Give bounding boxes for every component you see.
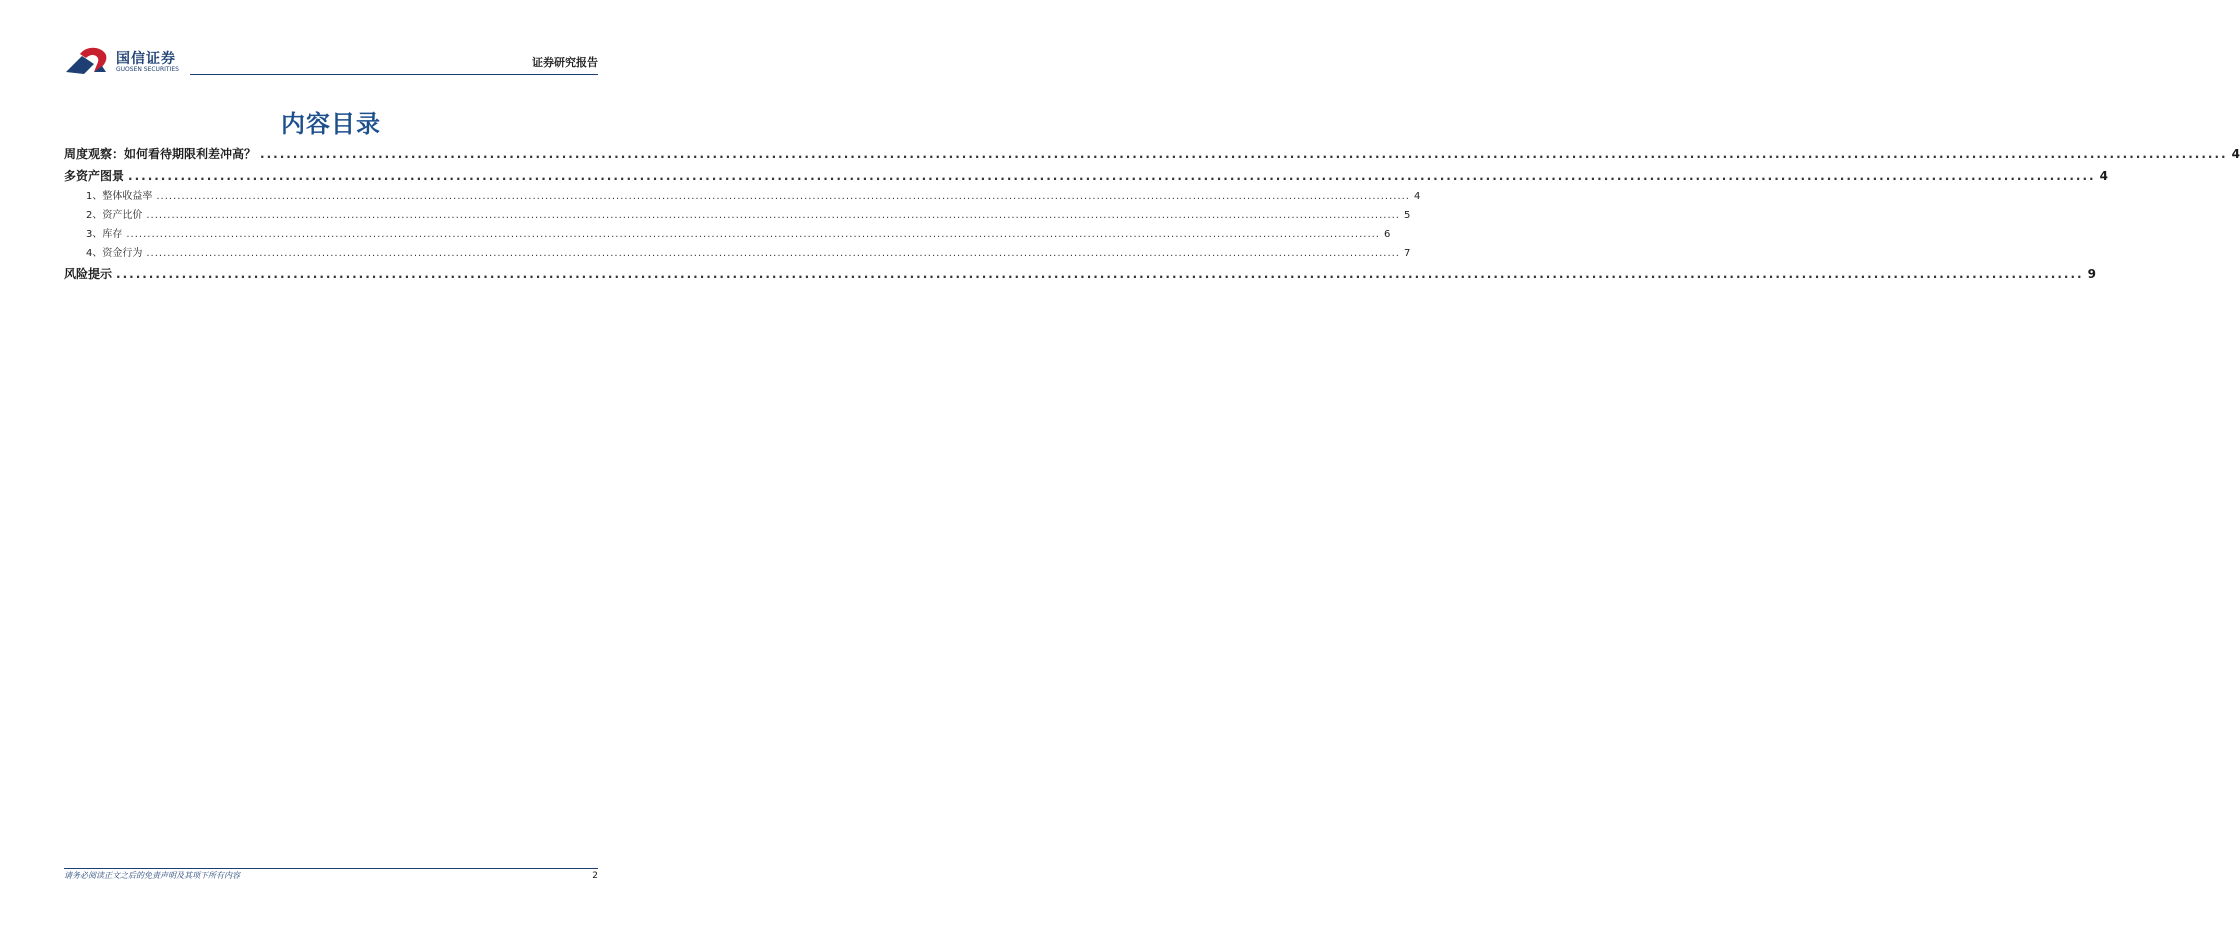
footer-disclaimer: 请务必阅读正文之后的免责声明及其项下所有内容: [64, 871, 240, 880]
report-type-label: 证券研究报告: [532, 56, 598, 69]
toc-leader-dots: ............................................................................................................................................................................................................................................................................................................: [126, 229, 1380, 240]
toc-entry-page: 6: [1384, 229, 1391, 240]
toc-entry-label: 多资产图景: [64, 169, 125, 183]
guosen-logo: [64, 44, 184, 78]
toc-title: 内容目录: [281, 110, 381, 138]
toc-entry-label: 风险提示: [64, 267, 113, 281]
toc-entry-page: 4: [2231, 147, 2240, 161]
toc-entry-label: 4、资金行为: [86, 248, 143, 259]
page-header: [64, 44, 598, 78]
toc-entry-label: 1、整体收益率: [86, 191, 153, 202]
table-of-contents: [64, 143, 2240, 285]
toc-entry[interactable]: [64, 225, 1391, 244]
guosen-logo-mark-icon: [64, 46, 112, 76]
toc-entry-page: 4: [1414, 191, 1421, 202]
toc-entry[interactable]: [64, 263, 2096, 285]
toc-leader-dots: ............................................................................................................................................................................................................................................................................................................: [156, 191, 1410, 202]
toc-entry[interactable]: [64, 187, 1421, 206]
toc-entry[interactable]: [64, 143, 2240, 165]
toc-leader-dots: ............................................................................................................................................................................................................................................................................................................: [260, 147, 2228, 161]
toc-leader-dots: ............................................................................................................................................................................................................................................................................................................: [128, 169, 2096, 183]
toc-entry-label: 3、库存: [86, 229, 123, 240]
header-divider: [190, 74, 598, 75]
toc-entry-label: 周度观察：如何看待期限利差冲高？: [64, 147, 257, 161]
logo-english-name: GUOSEN SECURITIES: [116, 66, 179, 73]
toc-leader-dots: ............................................................................................................................................................................................................................................................................................................: [146, 210, 1400, 221]
page-number: 2: [592, 871, 598, 881]
footer-divider: [64, 868, 598, 869]
toc-entry[interactable]: [64, 206, 1411, 225]
toc-entry[interactable]: [64, 244, 1411, 263]
toc-entry-label: 2、资产比价: [86, 210, 143, 221]
toc-leader-dots: ............................................................................................................................................................................................................................................................................................................: [146, 248, 1400, 259]
toc-entry-page: 4: [2099, 169, 2108, 183]
logo-chinese-name: 国信证券: [116, 51, 176, 67]
toc-leader-dots: ............................................................................................................................................................................................................................................................................................................: [116, 267, 2084, 281]
toc-entry-page: 7: [1404, 248, 1411, 259]
toc-entry-page: 5: [1404, 210, 1411, 221]
toc-entry[interactable]: [64, 165, 2108, 187]
toc-entry-page: 9: [2087, 267, 2096, 281]
